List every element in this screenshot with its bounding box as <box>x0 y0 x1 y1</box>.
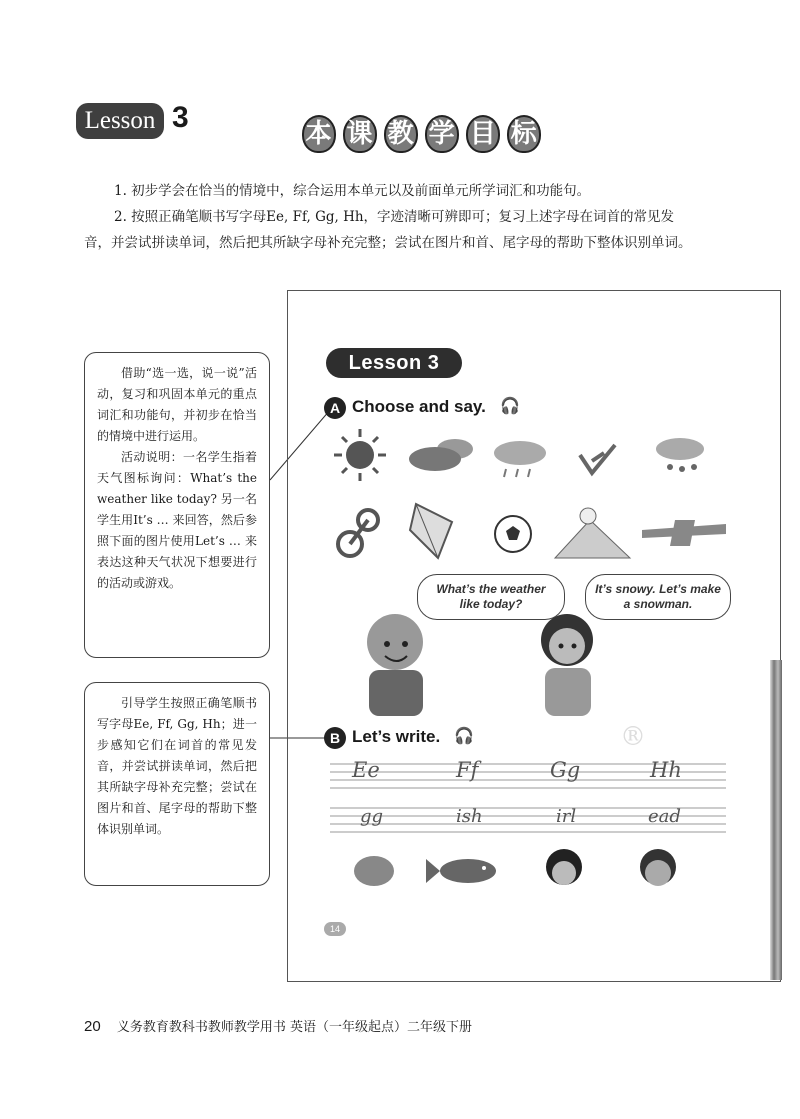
word-picture-row <box>340 845 720 895</box>
head-icon <box>640 849 676 886</box>
lesson-number: 3 <box>172 101 189 134</box>
registered-watermark: ® <box>620 722 646 752</box>
word-fragment-irl: irl <box>556 806 577 827</box>
callout-paragraph: 引导学生按照正确笔顺书写字母Ee, Ff, Gg, Hh；进一步感知它们在词首的常见发音，并尝试拼读单词，然后把其所缺字母补充完整；尝试在图片和首、尾字母的帮助下整体识别单词。 <box>97 696 257 836</box>
page-edge <box>770 660 782 980</box>
footer <box>84 1016 472 1035</box>
word-fragment-gg: gg <box>360 806 384 827</box>
speech-bubble-girl: It’s snowy. Let’s make a snowman. <box>585 574 731 620</box>
plane-icon <box>642 520 726 546</box>
letter-pair-Ff: Ff <box>456 758 479 782</box>
section-b-title: Let’s write. <box>352 727 441 746</box>
headphone-icon: 🎧 <box>500 396 520 415</box>
goals-title-char: 目 <box>466 115 500 153</box>
girl-face-icon <box>546 849 582 885</box>
boy-character <box>367 614 423 716</box>
speech-bubble-boy: What’s the weather like today? <box>417 574 565 620</box>
callout-paragraph: 借助“选一选，说一说”活动，复习和巩固本单元的重点词汇和功能句，并初步在恰当的情境中进行运用。 <box>97 366 257 443</box>
textbook-lesson-badge: Lesson 3 <box>326 348 462 378</box>
goals-title-char: 标 <box>507 115 541 153</box>
callout-paragraph: 活动说明：一名学生指着天气图标询问：What’s the weather like today? 另一名学生用It’s … 来回答，然后参照下面的图片使用Let’s … 来表达这种天气状况下想要进行的活动或游戏。 <box>97 450 257 590</box>
letter-pair-Hh: Hh <box>650 758 682 782</box>
word-fragment-ish: ish <box>456 806 483 827</box>
section-a-title: Choose and say. <box>352 397 486 416</box>
letter-pair-Gg: Gg <box>550 758 581 782</box>
textbook-page-number: 14 <box>324 922 346 936</box>
footer-page-number: 20 <box>84 1018 101 1035</box>
footer-book-title: 义务教育教科书教师教学用书 英语（一年级起点）二年级下册 <box>116 1020 472 1035</box>
headphone-icon: 🎧 <box>454 726 474 745</box>
windy-icon <box>580 445 615 473</box>
weather-icons-row <box>330 425 730 485</box>
fish-icon <box>426 859 496 883</box>
children-illustration <box>345 610 665 720</box>
word-fragment-ead: ead <box>648 806 681 827</box>
snowy-icon <box>656 438 704 472</box>
snowman-icon <box>555 508 630 558</box>
goals-title-char: 本 <box>302 115 336 153</box>
section-b-badge: B <box>324 727 346 749</box>
bicycle-icon <box>338 510 378 556</box>
letter-pair-Ee: Ee <box>352 758 380 782</box>
goals-title-char: 教 <box>384 115 418 153</box>
sun-icon <box>334 429 386 481</box>
lesson-badge: Lesson <box>76 103 164 139</box>
egg-icon <box>354 856 394 886</box>
activity-icons-row <box>330 500 730 564</box>
kite-icon <box>410 504 452 558</box>
goals-title-char: 课 <box>343 115 377 153</box>
section-a-badge: A <box>324 397 346 419</box>
cloudy-icon <box>409 439 473 471</box>
football-icon <box>495 516 531 552</box>
goal-item-2: 2. 按照正确笔顺书写字母Ee, Ff, Gg, Hh，字迹清晰可辨即可；复习上述字母在词首的常见发音，并尝试拼读单词，然后把其所缺字母补充完整；尝试在图片和首、尾字母的帮助下整体识别单词。 <box>84 209 692 251</box>
rainy-icon <box>494 441 546 477</box>
girl-character <box>541 614 593 716</box>
goals-title-char: 学 <box>425 115 459 153</box>
goal-item-1: 1. 初步学会在恰当的情境中，综合运用本单元以及前面单元所学词汇和功能句。 <box>114 183 591 199</box>
